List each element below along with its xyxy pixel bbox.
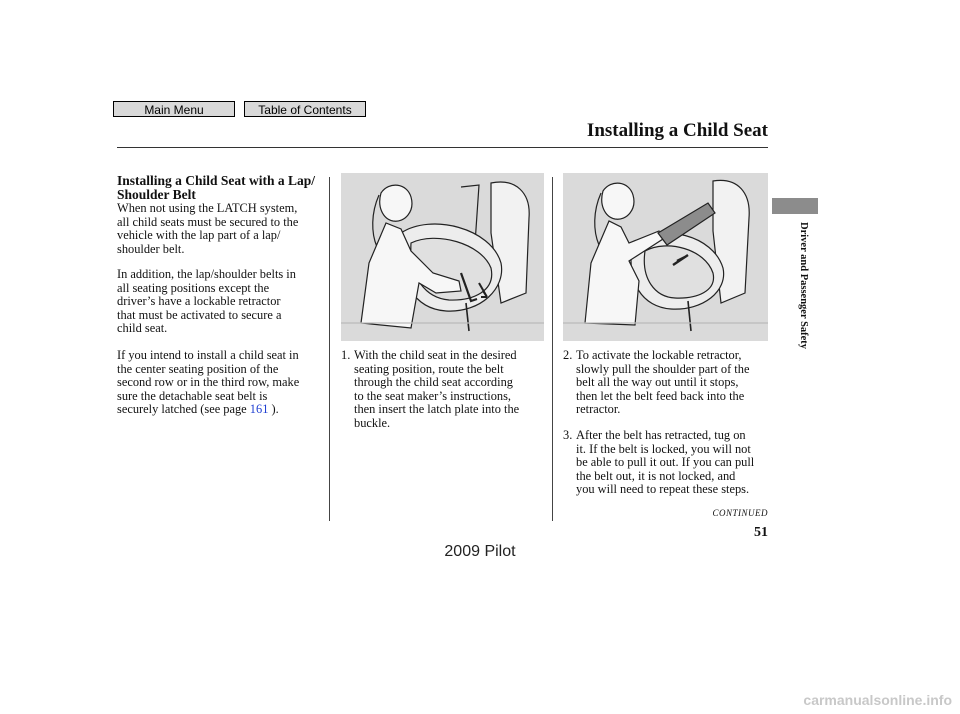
- column-divider-left: [329, 177, 330, 521]
- header-rule: [117, 147, 768, 148]
- continued-label: CONTINUED: [712, 508, 768, 518]
- section-side-label: Driver and Passenger Safety: [798, 222, 809, 350]
- paragraph-center-seat: If you intend to install a child seat in the center seating position of the second row or in the third row, make sure the detachable seat belt is securely latched (see page 161 ).: [117, 348, 300, 417]
- page-reference-link[interactable]: 161: [249, 402, 269, 417]
- site-watermark: carmanualsonline.info: [803, 692, 952, 708]
- main-menu-button[interactable]: Main Menu: [113, 101, 235, 117]
- table-of-contents-button[interactable]: Table of Contents: [244, 101, 366, 117]
- model-footer: 2009 Pilot: [444, 543, 516, 560]
- illustration-lockable-retractor: [563, 173, 768, 341]
- paragraph-latch: When not using the LATCH system, all child seats must be secured to the vehicle with the lap part of a lap/ shoulder belt.: [117, 201, 299, 256]
- illustration-routing-belt: [341, 173, 544, 341]
- page-number: 51: [754, 525, 768, 540]
- section-tab: [772, 198, 818, 214]
- page-title: Installing a Child Seat: [586, 120, 768, 141]
- paragraph-retractor: In addition, the lap/shoulder belts in all seating positions except the driver’s have a lockable retractor that must be activated to secure a child seat.: [117, 267, 296, 336]
- column-divider-right: [552, 177, 553, 521]
- section-heading: Installing a Child Seat with a Lap/ Shoulder Belt: [117, 173, 316, 202]
